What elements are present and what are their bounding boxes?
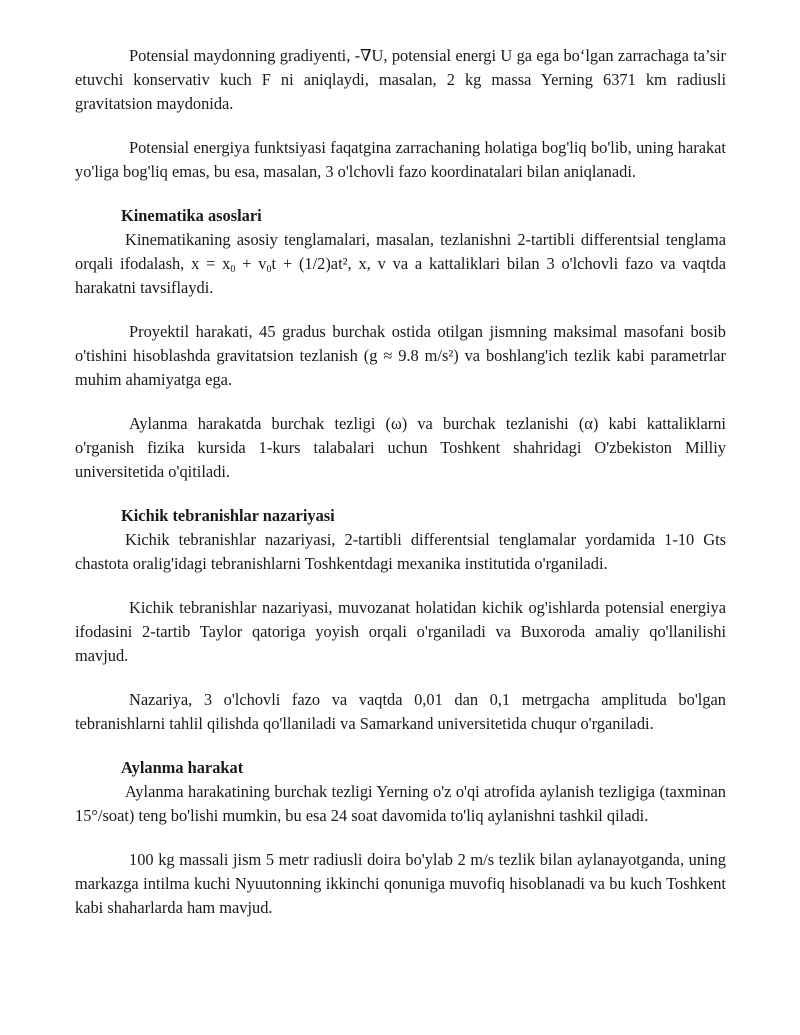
paragraph-oscillations-frequency: Kichik tebranishlar nazariyasi, 2-tartibli differentsial tenglamalar yordamida 1-10 Gts chastota oralig'idagi tebranishlarni Toshkentdagi mexanika institutida o'rganiladi.: [75, 530, 726, 573]
paragraph-kinematics-equations: [75, 228, 726, 300]
paragraph-taylor-expansion: Kichik tebranishlar nazariyasi, muvozanat holatidan kichik og'ishlarda potensial energiya ifodasini 2-tartib Taylor qatoriga yoyish orqali o'rganiladi va Buxoroda amaliy qo'llanilishi mavjud.: [75, 598, 726, 665]
heading-kinematics: Kinematika asoslari: [121, 206, 262, 225]
kinematics-text-before: Kinematikaning asosiy tenglamalari, masalan, tezlanishni 2-tartibli differentsial tenglama orqali ifodalash, x = x: [75, 230, 726, 273]
subscript-zero-x: 0: [230, 264, 236, 275]
paragraph-amplitude-theory: Nazariya, 3 o'lchovli fazo va vaqtda 0,01 dan 0,1 metrgacha amplituda bo'lgan tebranishlarni tahlil qilishda qo'llaniladi va Samarkand universitetida chuqur o'rganiladi.: [75, 690, 726, 733]
paragraph-potential-gradient: Potensial maydonning gradiyenti, -∇U, potensial energi U ga ega bo‘lgan zarrachaga ta’sir etuvchi konservativ kuch F ni aniqlaydi, masalan, 2 kg massa Yerning 6371 km radiusli gravitatsion maydonida.: [75, 46, 726, 113]
kinematics-text-mid: + v: [235, 254, 267, 273]
paragraph-earth-rotation: Aylanma harakatining burchak tezligi Yerning o'z o'qi atrofida aylanish tezligiga (taxminan 15°/soat) teng bo'lishi mumkin, bu esa 24 soat davomida to'liq aylanishni tashkil qiladi.: [75, 782, 726, 825]
heading-small-oscillations: Kichik tebranishlar nazariyasi: [121, 506, 335, 525]
document-page: [75, 44, 726, 920]
paragraph-projectile-motion: Proyektil harakati, 45 gradus burchak ostida otilgan jismning maksimal masofani bosib o'tishini hisoblashda gravitatsion tezlanish (g ≈ 9.8 m/s²) va boshlang'ich tezlik kabi parametrlar muhim ahamiyatga ega.: [75, 322, 726, 389]
kinematics-text-after: t + (1/2)at², x, v va a kattaliklari bilan 3 o'lchovli fazo va vaqtda harakatni tavsiflaydi.: [75, 254, 727, 297]
heading-circular-motion: Aylanma harakat: [121, 758, 244, 777]
paragraph-rotational-motion: Aylanma harakatda burchak tezligi (ω) va burchak tezlanishi (α) kabi kattaliklarni o'rganish fizika kursida 1-kurs talabalari uchun Toshkent shahridagi O'zbekiston Milliy universitetida o'qitiladi.: [75, 414, 726, 481]
subscript-zero-v: 0: [266, 264, 272, 275]
paragraph-centripetal-force: 100 kg massali jism 5 metr radiusli doira bo'ylab 2 m/s tezlik bilan aylanayotganda, uning markazga intilma kuchi Nyuutonning ikkinchi qonuniga muvofiq hisoblanadi va bu kuch Toshkent kabi shaharlarda ham mavjud.: [75, 850, 726, 917]
paragraph-potential-energy-function: Potensial energiya funktsiyasi faqatgina zarrachaning holatiga bog'liq bo'lib, uning harakat yo'liga bog'liq emas, bu esa, masalan, 3 o'lchovli fazo koordinatalari bilan aniqlanadi.: [75, 138, 726, 181]
